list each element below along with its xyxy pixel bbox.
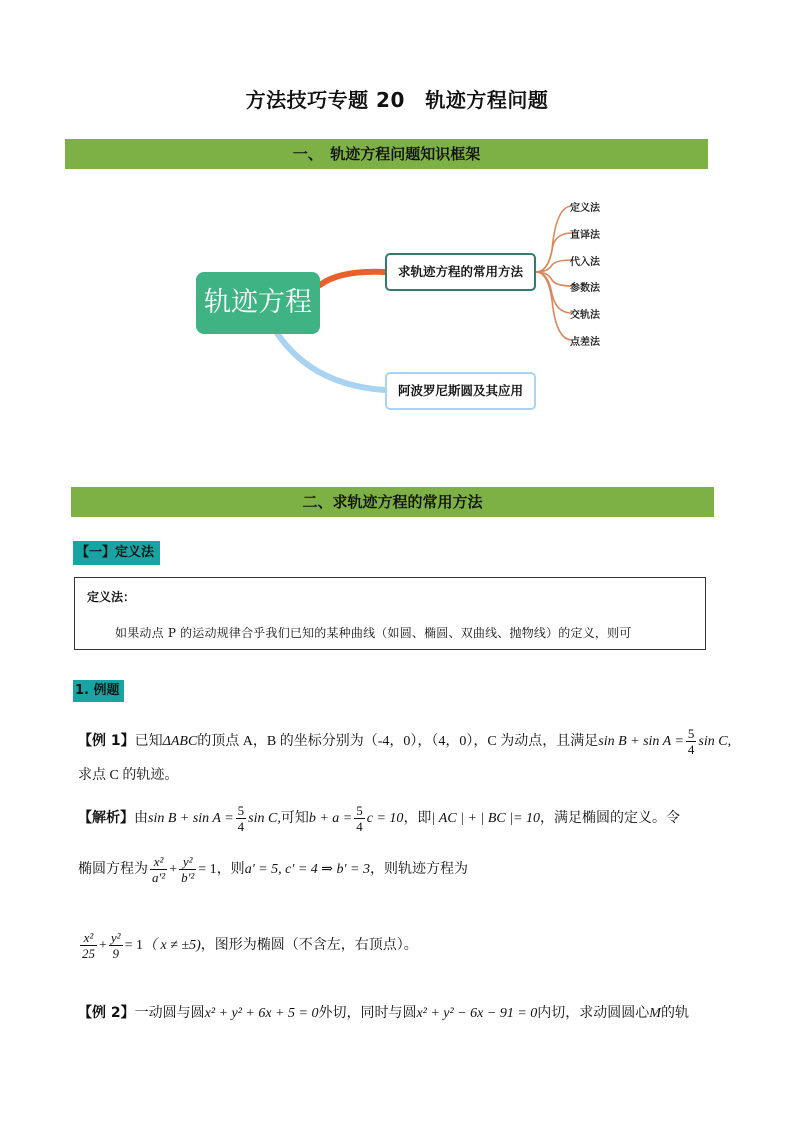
mind-map-leaf: 点差法	[570, 337, 600, 348]
example-1-condition: sin C,	[698, 734, 732, 749]
example-1-label: 【例 1】	[78, 733, 135, 749]
solution-1-line-2: 椭圆方程为 $\frac{\text{x²}}{\text{a'²}}$ + $\frac{\text{y²}}{\text{b'²}}$ = 1，则a' = 5, c' = 4 ⇒ b' = 3，则轨迹方程为	[78, 854, 468, 886]
examples-heading: 1. 例题	[73, 680, 124, 702]
solution-label: 【解析】	[78, 810, 134, 826]
solution-1-line-1: 【解析】由sin B + sin A = $\frac{5}{4}$ sin C,可知b + a = $\frac{5}{4}$ c = 10，即| AC | + | BC |= 10，满足椭圆的定义。令	[78, 803, 681, 835]
triangle-abc: ΔABC	[162, 734, 198, 749]
mind-map	[180, 190, 620, 430]
example-1-text: 已知	[134, 734, 163, 749]
fraction-x2-a2: $\frac{\text{x²}}{\text{a'²}}$	[152, 854, 166, 886]
example-1-text: 的顶点 A，B 的坐标分别为（-4，0），（4，0），C 为动点，且满足	[197, 734, 599, 749]
example-1-condition: sin B + sin A =	[598, 734, 684, 749]
mind-map-leaf: 参数法	[570, 283, 600, 294]
fraction-5-4: $\frac{5}{4}$	[687, 726, 695, 758]
section-heading-framework: 一、 轨迹方程问题知识框架	[65, 139, 708, 169]
solution-1-result: $\frac{\text{x²}}{25}$ + $\frac{\text{y²}}{9}$ = 1（ x ≠ ±5)，图形为椭圆（不含左，右顶点）。	[82, 930, 418, 962]
example-1-question: 求点 C 的轨迹。	[78, 768, 179, 783]
definition-body: 如果动点 P 的运动规律合乎我们已知的某种曲线（如圆、椭圆、双曲线、抛物线）的定义，则可	[115, 626, 632, 640]
mind-map-leaf: 直译法	[570, 230, 600, 241]
definition-heading: 定义法：	[87, 590, 136, 604]
mind-map-root: 轨迹方程	[196, 272, 320, 334]
connector-root-branch2	[275, 330, 385, 390]
fraction-5-4: $\frac{5}{4}$	[237, 803, 245, 835]
page-title: 方法技巧专题 20 轨迹方程问题	[245, 88, 549, 112]
connector-leaves	[536, 206, 572, 340]
example-2: 【例 2】一动圆与圆x² + y² + 6x + 5 = 0外切，同时与圆x² + y² − 6x − 91 = 0内切，求动圆圆心M的轨	[78, 1005, 689, 1021]
fraction-y2-9: $\frac{\text{y²}}{9}$	[110, 930, 121, 962]
fraction-y2-b2: $\frac{\text{y²}}{\text{b'²}}$	[181, 854, 195, 886]
example-1	[78, 721, 731, 761]
fraction-5-4: $\frac{5}{4}$	[356, 803, 363, 835]
method-tag-definition: 【一】定义法	[73, 541, 160, 565]
definition-box	[74, 577, 706, 650]
example-2-label: 【例 2】	[78, 1005, 135, 1021]
mind-map-branch-methods: 求轨迹方程的常用方法	[385, 253, 536, 291]
mind-map-leaf: 定义法	[570, 203, 600, 214]
fraction-x2-25: $\frac{\text{x²}}{25}$	[82, 930, 95, 962]
section-heading-methods: 二、求轨迹方程的常用方法	[71, 487, 714, 517]
mind-map-leaf: 交轨法	[570, 310, 600, 321]
mind-map-branch-apollonius: 阿波罗尼斯圆及其应用	[385, 372, 536, 410]
mind-map-leaf: 代入法	[570, 257, 600, 268]
connector-root-branch1	[320, 272, 385, 285]
